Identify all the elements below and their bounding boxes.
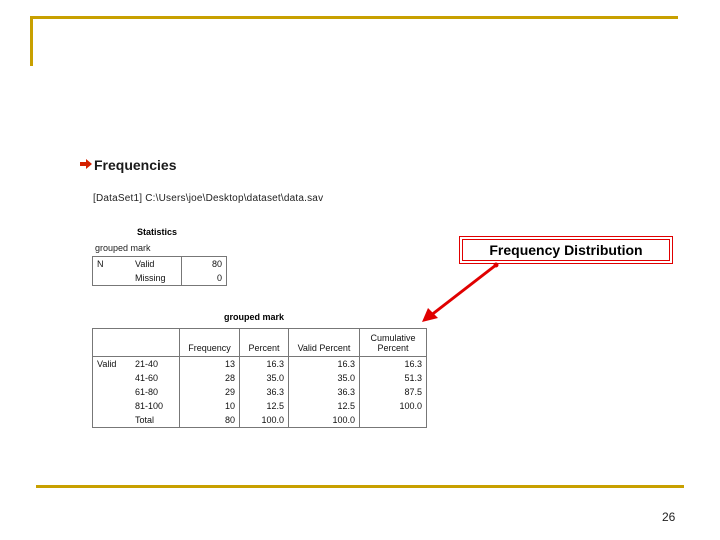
table-cell: 35.0 (240, 371, 289, 385)
table-cell: 87.5 (360, 385, 427, 399)
table-cell: 28 (180, 371, 240, 385)
table-cell: 21-40 (135, 359, 159, 369)
table-cell: 10 (180, 399, 240, 413)
callout-pointer-arrow-icon (418, 262, 500, 326)
table-cell: 61-80 (135, 387, 159, 397)
table-cell: 16.3 (240, 357, 289, 372)
table-row (93, 413, 427, 428)
table-cell: 13 (180, 357, 240, 372)
table-cell: 29 (180, 385, 240, 399)
table-cell: 80 (182, 257, 227, 272)
callout-label: Frequency Distribution (489, 242, 643, 258)
page-number: 26 (662, 510, 676, 524)
statistics-title: Statistics (137, 227, 178, 237)
table-row (93, 385, 427, 399)
table-cell: 16.3 (289, 357, 360, 372)
table-cell: 100.0 (360, 399, 427, 413)
bottom-gold-line (36, 485, 684, 488)
table-cell: 100.0 (289, 413, 360, 428)
top-gold-line (30, 16, 678, 19)
table-cell (93, 399, 132, 413)
table-cell (93, 385, 132, 399)
column-header: Cumulative Percent (360, 329, 427, 357)
table-cell: 36.3 (240, 385, 289, 399)
table-header-row (93, 329, 427, 357)
table-cell: Missing (135, 273, 166, 283)
table-cell: 51.3 (360, 371, 427, 385)
table-cell (360, 413, 427, 428)
table-row (93, 357, 427, 372)
frequency-table-title: grouped mark (224, 312, 285, 322)
table-cell (93, 371, 132, 385)
table-cell: Valid (97, 359, 117, 369)
column-header: Frequency (180, 329, 240, 357)
output-arrow-icon (80, 159, 92, 169)
column-header: Valid Percent (289, 329, 360, 357)
table-cell: 81-100 (135, 401, 164, 411)
table-cell: Valid (135, 259, 155, 269)
dataset-path: [DataSet1] C:\Users\joe\Desktop\dataset\data.sav (93, 193, 324, 204)
left-gold-line (30, 16, 33, 66)
column-header: Percent (240, 329, 289, 357)
table-cell: 35.0 (289, 371, 360, 385)
table-row (93, 257, 227, 272)
table-cell: N (97, 259, 104, 269)
statistics-table (92, 256, 227, 286)
table-cell: 41-60 (135, 373, 159, 383)
table-cell: 12.5 (240, 399, 289, 413)
table-cell: 100.0 (240, 413, 289, 428)
table-cell (93, 271, 132, 286)
table-cell: 0 (182, 271, 227, 286)
column-header (131, 329, 180, 357)
statistics-subtitle: grouped mark (95, 243, 151, 253)
table-row (93, 271, 227, 286)
column-header (93, 329, 132, 357)
table-cell: 80 (180, 413, 240, 428)
table-row (93, 371, 427, 385)
callout-inner-border (462, 239, 670, 261)
frequency-distribution-callout (459, 236, 673, 264)
table-cell (93, 413, 132, 428)
page-title: Frequencies (94, 157, 177, 173)
table-cell: 12.5 (289, 399, 360, 413)
table-cell: 16.3 (360, 357, 427, 372)
table-cell: Total (135, 415, 155, 425)
table-cell: 36.3 (289, 385, 360, 399)
frequency-table (92, 328, 427, 428)
table-row (93, 399, 427, 413)
